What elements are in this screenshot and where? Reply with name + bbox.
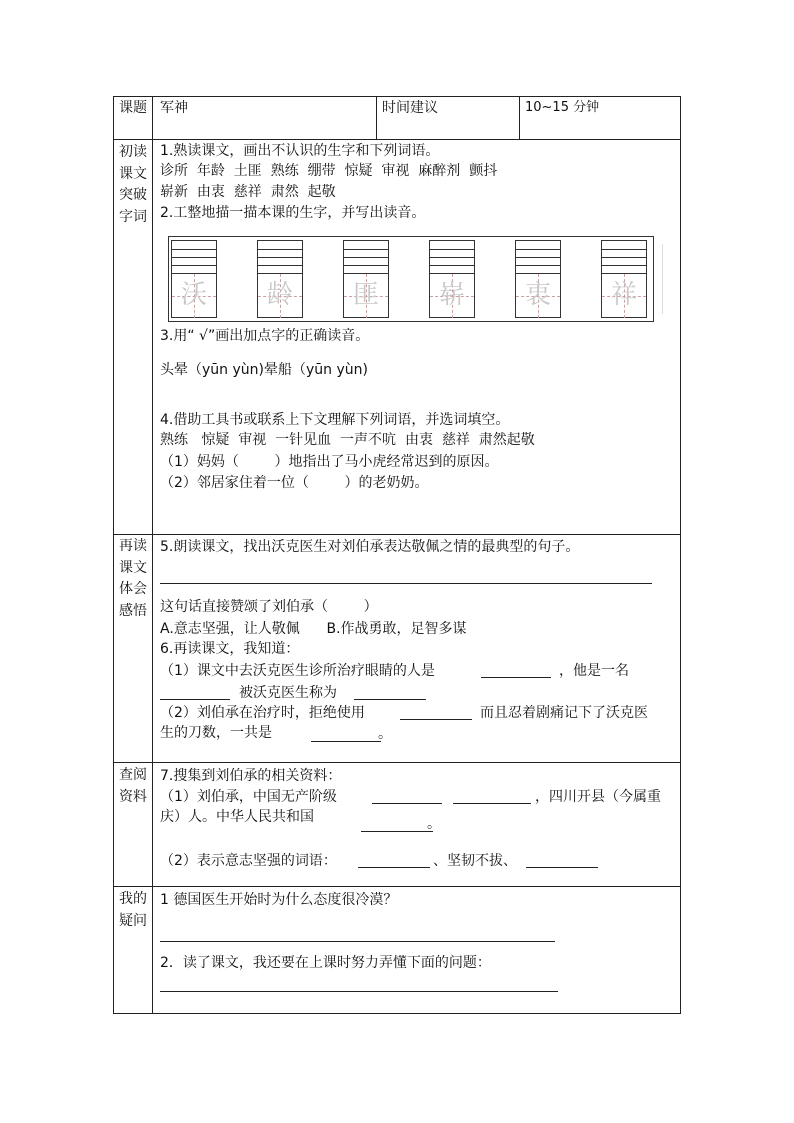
pinyin-line	[172, 257, 216, 258]
q7-1-blank-1[interactable]	[372, 803, 442, 804]
q5-options: A.意志坚强，让人敬佩 B.作战勇敢，足智多谋	[160, 621, 467, 637]
q1-text: 1.熟读课文，画出不认识的生字和下列词语。	[160, 143, 440, 159]
trace-character: 匪	[352, 280, 379, 310]
tracing-cell[interactable]	[257, 240, 303, 318]
pinyin-line	[516, 249, 560, 250]
question-2-answer-line[interactable]	[160, 991, 558, 992]
q6-2-part-b: 而且忍着剧痛记下了沃克医	[480, 705, 648, 721]
section2-label: 再读课文体会感悟	[119, 538, 147, 619]
tracing-cell[interactable]	[601, 240, 647, 318]
pinyin-line	[172, 249, 216, 250]
section1-label: 初读课文突破字词	[119, 144, 147, 225]
time-value: 10~15 分钟	[525, 100, 600, 115]
topic-label: 课题	[119, 100, 147, 116]
q7-2-blank-2[interactable]	[526, 867, 598, 868]
q6-2-part-a: （2）刘伯承在治疗时，拒绝使用	[160, 705, 365, 721]
q4-text: 4.借助工具书或联系上下文理解下列词语，并选词填空。	[160, 412, 510, 428]
trace-character: 崭	[438, 280, 465, 310]
pinyin-line	[344, 257, 388, 258]
pinyin-line	[258, 249, 302, 250]
q2-text: 2.工整地描一描本课的生字，并写出读音。	[160, 205, 426, 221]
q6-2-part-d: 。	[378, 726, 392, 742]
q6-1-blank-2[interactable]	[160, 699, 230, 700]
q7-text: 7.搜集到刘伯承的相关资料：	[160, 768, 342, 784]
q4-sentence-2: （2）邻居家住着一位（ ）的老奶奶。	[160, 475, 429, 491]
pinyin-line	[344, 265, 388, 266]
q6-1-blank-3[interactable]	[354, 699, 426, 700]
question-1-text: 1 德国医生开始时为什么态度很冷漠？	[160, 892, 398, 908]
q7-2-part-a: （2）表示意志坚强的词语：	[160, 853, 337, 869]
q6-1-blank-1[interactable]	[481, 677, 551, 678]
tracing-cell[interactable]	[171, 240, 217, 318]
q5-praise: 这句话直接赞颂了刘伯承（ ）	[160, 599, 378, 615]
q3-text: 3.用“ √”画出加点字的正确读音。	[160, 328, 370, 344]
q4-word-bank: 熟练 惊疑 审视 一针见血 一声不吭 由衷 慈祥 肃然起敬	[160, 432, 535, 448]
section3-label: 查阅资料	[119, 767, 147, 805]
q6-1-part-a: （1）课文中去沃克医生诊所治疗眼睛的人是	[160, 663, 435, 679]
section4-label: 我的疑问	[119, 891, 147, 929]
pinyin-line	[602, 265, 646, 266]
pinyin-line	[430, 265, 474, 266]
q1-words-line1: 诊所 年龄 土匪 熟练 绷带 惊疑 审视 麻醉剂 颤抖	[160, 163, 498, 179]
q7-1-blank-3[interactable]	[361, 831, 433, 832]
pinyin-line	[602, 249, 646, 250]
q7-1-blank-2[interactable]	[453, 803, 531, 804]
topic-value: 军神	[160, 100, 188, 116]
q6-text: 6.再读课文，我知道：	[160, 641, 300, 657]
trace-character: 祥	[610, 280, 637, 310]
pinyin-line	[602, 257, 646, 258]
q4-sentence-1: （1）妈妈（ ）地指出了马小虎经常迟到的原因。	[160, 454, 499, 470]
pinyin-line	[430, 257, 474, 258]
trace-character: 龄	[266, 280, 293, 310]
q7-1-part-d: 。	[427, 816, 441, 832]
tracing-cell[interactable]	[515, 240, 561, 318]
pinyin-line	[344, 249, 388, 250]
q6-2-part-c: 生的刀数，一共是	[160, 725, 272, 741]
pinyin-line	[516, 257, 560, 258]
q6-1-part-b: ，他是一名	[559, 663, 629, 679]
tracing-cell[interactable]	[343, 240, 389, 318]
q5-answer-line[interactable]	[160, 583, 652, 584]
q7-1-part-c: 庆）人。中华人民共和国	[160, 809, 314, 825]
pinyin-line	[430, 249, 474, 250]
trace-character: 沃	[180, 280, 207, 310]
time-label: 时间建议	[382, 100, 438, 116]
q7-1-part-b: ，四川开县（今属重	[535, 789, 661, 805]
pinyin-line	[172, 265, 216, 266]
pinyin-line	[516, 265, 560, 266]
q7-2-part-b: 、坚韧不拔、	[433, 853, 517, 869]
tracing-box-edge	[662, 244, 663, 314]
q6-2-blank-2[interactable]	[311, 741, 381, 742]
q6-1-part-c: 被沃克医生称为	[239, 685, 337, 701]
trace-character: 衷	[524, 280, 551, 310]
q7-1-part-a: （1）刘伯承，中国无产阶级	[160, 789, 337, 805]
q5-text: 5.朗读课文，找出沃克医生对刘伯承表达敬佩之情的最典型的句子。	[160, 539, 580, 555]
q7-2-blank-1[interactable]	[358, 867, 430, 868]
pinyin-line	[258, 257, 302, 258]
tracing-box	[168, 236, 654, 322]
pinyin-line	[258, 265, 302, 266]
question-1-answer-line[interactable]	[160, 941, 555, 942]
q1-words-line2: 崭新 由衷 慈祥 肃然 起敬	[160, 184, 336, 200]
question-2-text: 2．读了课文，我还要在上课时努力弄懂下面的问题：	[160, 955, 491, 971]
q6-2-blank-1[interactable]	[400, 719, 472, 720]
tracing-cell[interactable]	[429, 240, 475, 318]
q3-pinyin-line: 头晕（yūn yùn)晕船（yūn yùn)	[160, 362, 368, 378]
